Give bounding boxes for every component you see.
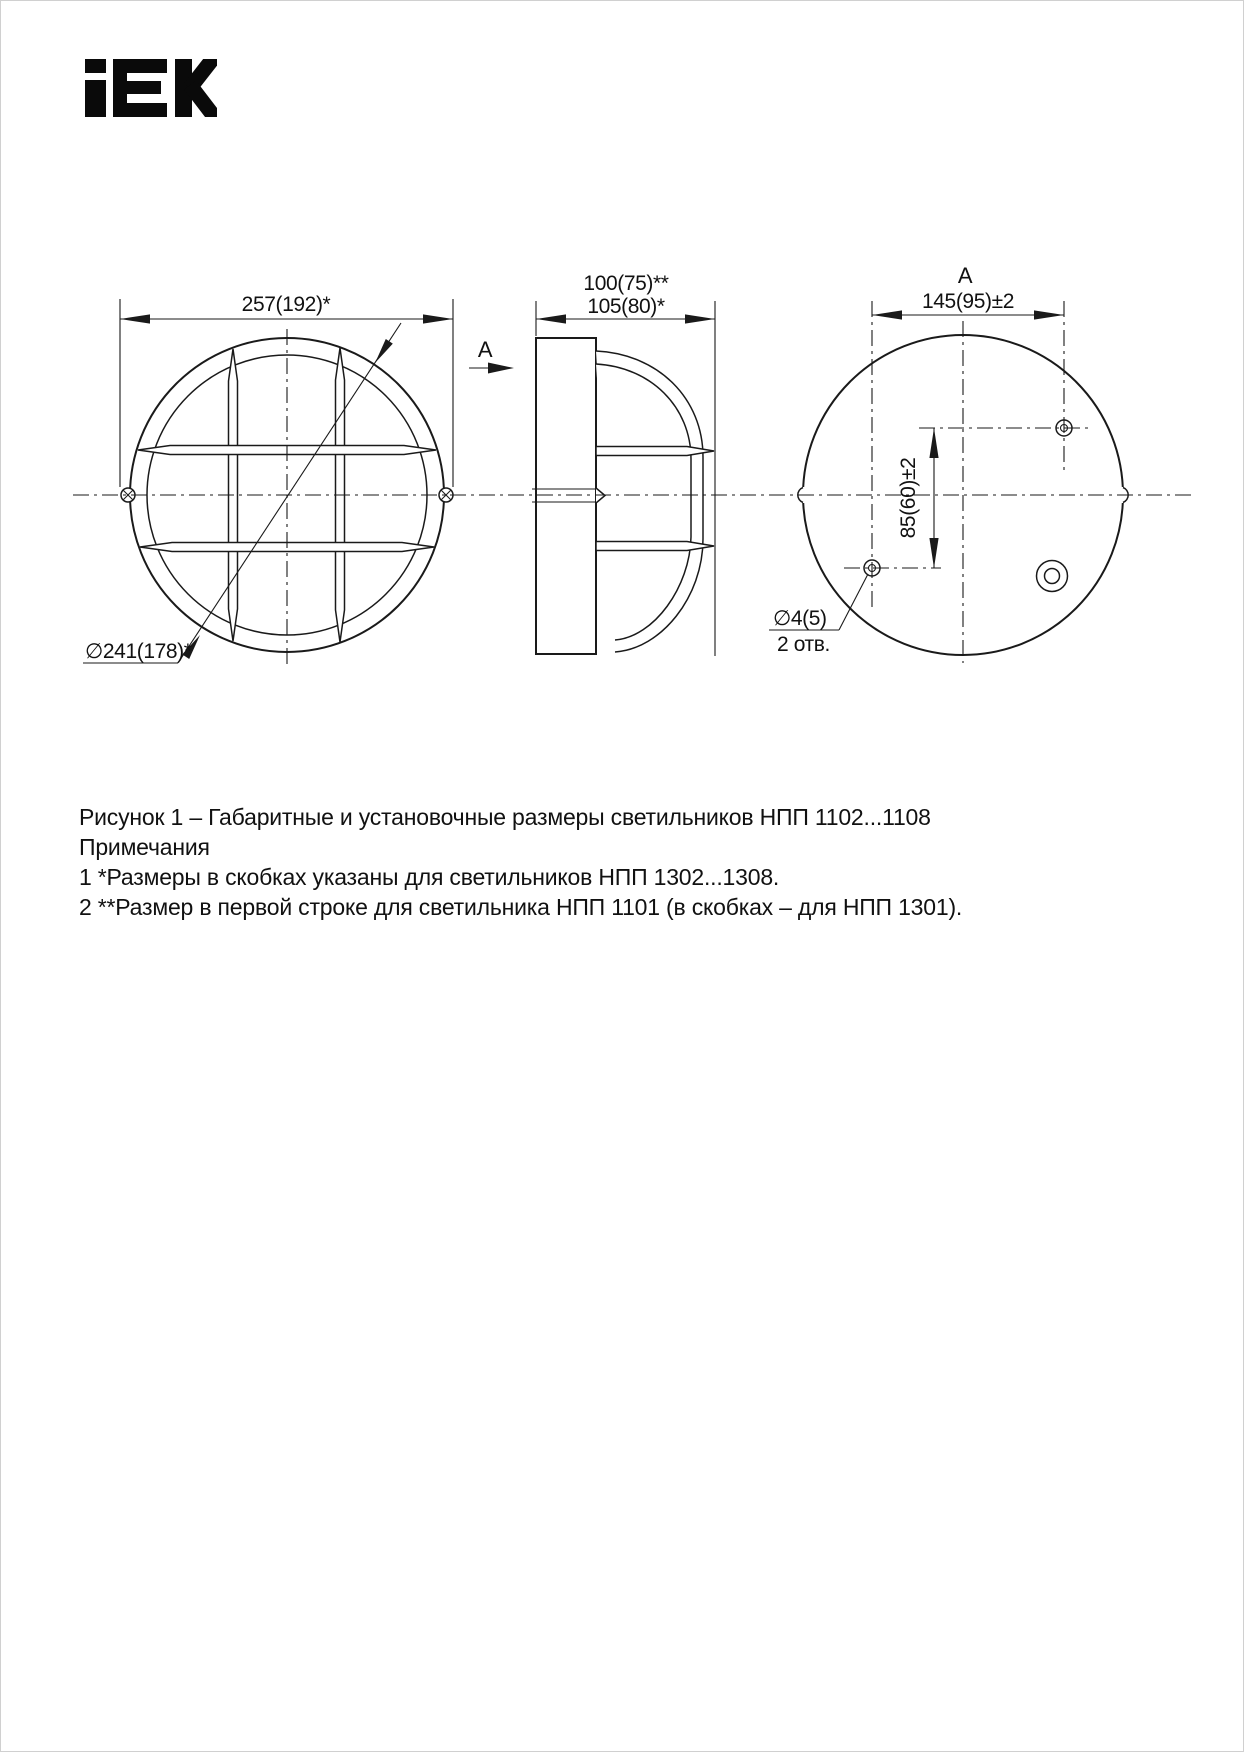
back-cable-entry-hole: [1037, 561, 1068, 592]
back-hole-count-text: 2 отв.: [777, 633, 830, 656]
back-hole-diameter-text: ∅4(5): [773, 607, 827, 630]
note-1: 1 *Размеры в скобках указаны для светильников НПП 1302...1308.: [79, 864, 780, 890]
notes-heading: Примечания: [79, 834, 210, 860]
back-vertical-spacing-text: 85(60)±2: [897, 457, 920, 539]
view-direction-label: А: [477, 337, 493, 362]
dimension-drawing: [1, 1, 1244, 781]
figure-caption: [79, 802, 1179, 922]
back-horizontal-spacing-text: 145(95)±2: [922, 290, 1014, 313]
figure-title: Рисунок 1 – Габаритные и установочные размеры светильников НПП 1102...1108: [79, 804, 931, 830]
side-view: [532, 338, 714, 654]
view-direction-arrow: [469, 337, 514, 374]
front-width-dimension-text: 257(192)*: [241, 293, 331, 316]
back-view-label: А: [957, 263, 973, 288]
side-base-rect: [536, 338, 596, 654]
back-horizontal-spacing-dimension: [872, 290, 1064, 320]
side-depth-dimension-top-text: 100(75)**: [583, 272, 669, 295]
side-depth-dimension-bottom-text: 105(80)*: [587, 295, 665, 318]
note-2: 2 **Размер в первой строке для светильника НПП 1101 (в скобках – для НПП 1301).: [79, 894, 963, 920]
front-diameter-callout-text: ∅241(178)*: [85, 640, 192, 663]
